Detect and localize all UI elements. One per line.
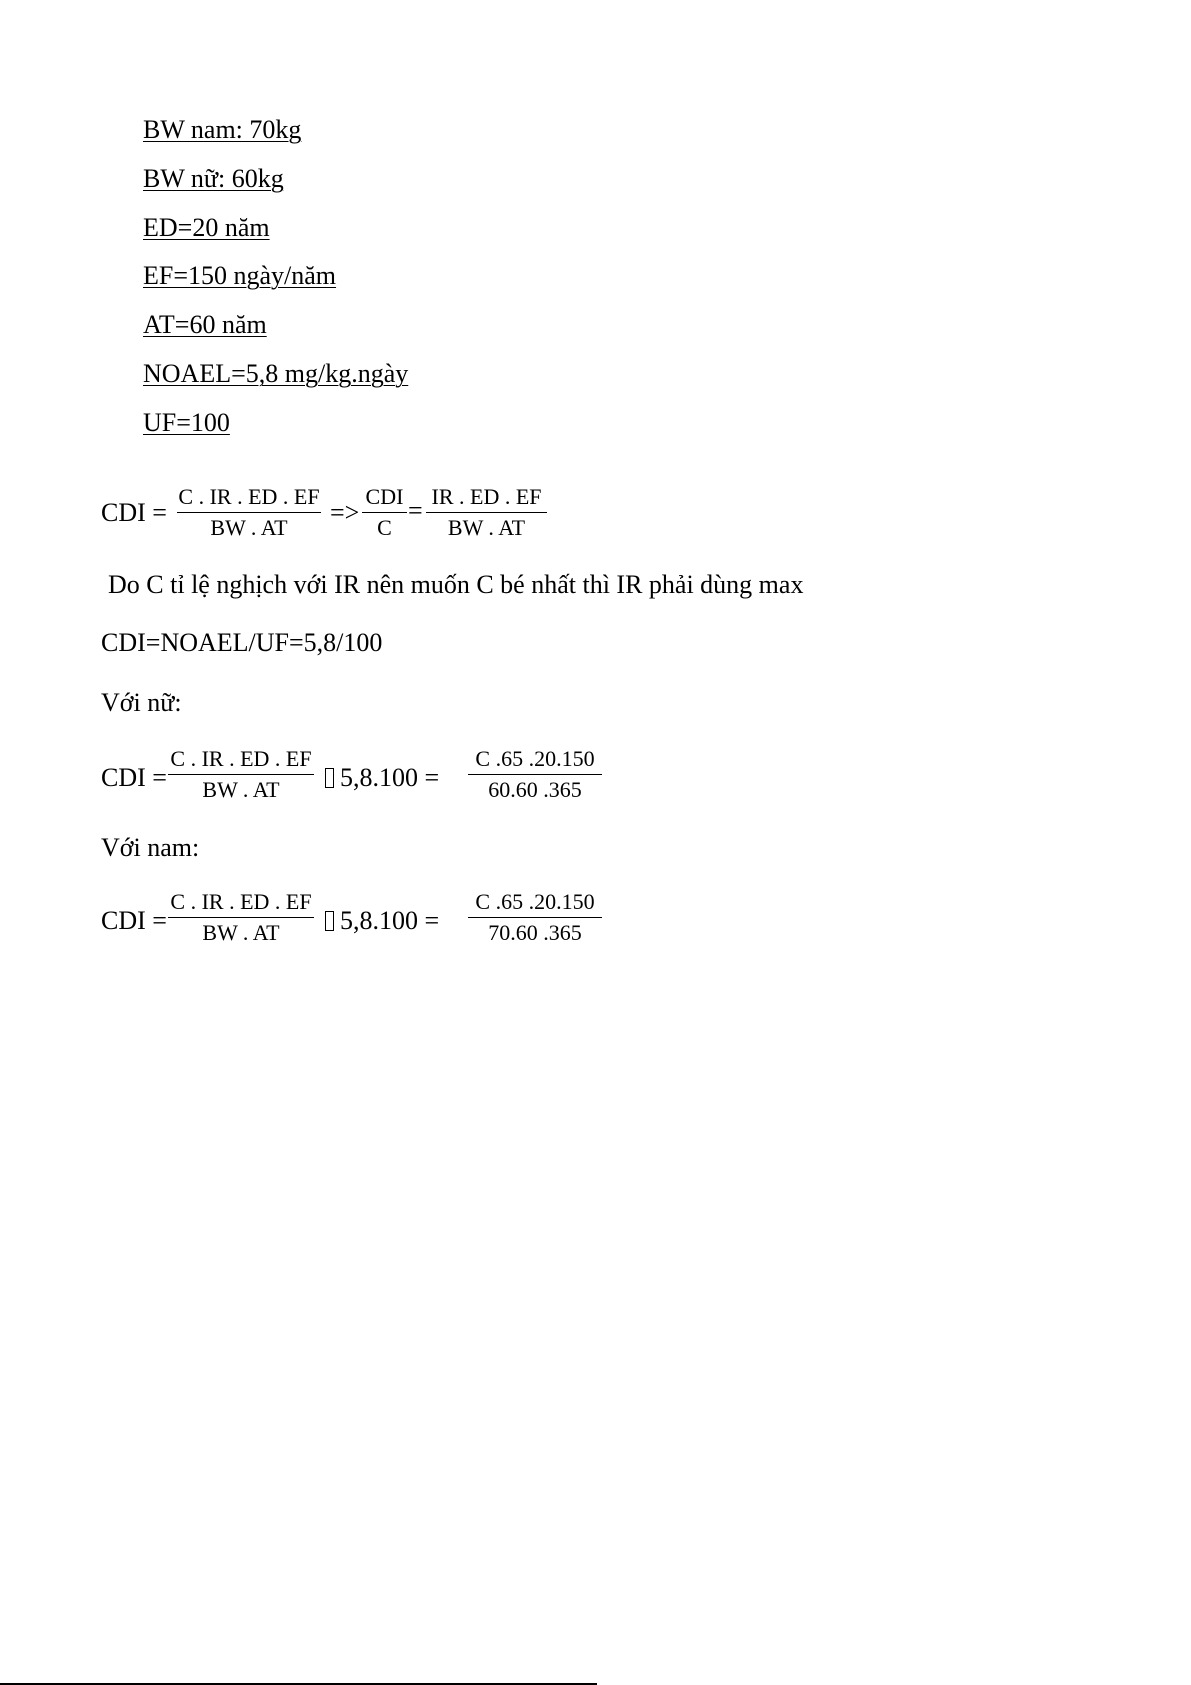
note-paragraph: Do C tỉ lệ nghịch với IR nên muốn C bé nhất thì IR phải dùng max bbox=[108, 570, 804, 599]
fraction-denominator: 70.60 .365 bbox=[488, 920, 582, 945]
fraction-denominator: 60.60 .365 bbox=[488, 777, 582, 802]
fraction-numerator: CDI bbox=[365, 484, 404, 509]
fraction-bar bbox=[168, 917, 314, 918]
male-middle-text: 5,8.100 = bbox=[340, 906, 440, 935]
female-middle bbox=[325, 763, 439, 793]
fraction-denominator: BW . AT bbox=[447, 515, 526, 540]
missing-glyph-icon bbox=[325, 768, 334, 788]
param-bw-male: BW nam: 70kg bbox=[143, 115, 302, 144]
fraction-denominator: BW . AT bbox=[202, 777, 280, 802]
param-noael: NOAEL=5,8 mg/kg.ngày bbox=[143, 359, 409, 388]
female-heading: Với nữ: bbox=[101, 688, 182, 717]
fraction-numerator: C . IR . ED . EF bbox=[178, 484, 320, 509]
param-uf: UF=100 bbox=[143, 408, 230, 437]
fraction-bar bbox=[426, 512, 547, 513]
female-middle-text: 5,8.100 = bbox=[340, 763, 440, 792]
fraction-bar bbox=[362, 512, 407, 513]
female-lhs: CDI = bbox=[101, 763, 167, 792]
formula1-fraction-rhs bbox=[426, 485, 547, 540]
fraction-bar bbox=[468, 774, 602, 775]
male-heading: Với nam: bbox=[101, 833, 200, 862]
fraction-denominator: C bbox=[377, 515, 392, 540]
fraction-bar bbox=[468, 917, 602, 918]
male-middle bbox=[325, 906, 439, 936]
fraction-numerator: C . IR . ED . EF bbox=[170, 889, 312, 914]
fraction-numerator: IR . ED . EF bbox=[431, 484, 542, 509]
fraction-bar bbox=[168, 774, 314, 775]
formula1-fraction-main bbox=[177, 485, 321, 540]
formula1-equals: = bbox=[408, 496, 423, 525]
param-at: AT=60 năm bbox=[143, 310, 267, 339]
cdi-definition: CDI=NOAEL/UF=5,8/100 bbox=[101, 628, 383, 657]
fraction-denominator: BW . AT bbox=[202, 920, 280, 945]
missing-glyph-icon bbox=[325, 911, 334, 931]
fraction-numerator: C .65 .20.150 bbox=[475, 889, 595, 914]
fraction-numerator: C . IR . ED . EF bbox=[170, 746, 312, 771]
param-ef: EF=150 ngày/năm bbox=[143, 261, 337, 290]
formula1-lhs: CDI = bbox=[101, 498, 167, 527]
fraction-bar bbox=[177, 512, 321, 513]
fraction-denominator: BW . AT bbox=[210, 515, 288, 540]
female-rhs-fraction bbox=[468, 747, 602, 802]
formula1-implies: => bbox=[330, 498, 360, 527]
male-rhs-fraction bbox=[468, 890, 602, 945]
formula1-fraction-cdi-over-c bbox=[362, 485, 407, 540]
male-lhs: CDI = bbox=[101, 906, 167, 935]
param-ed: ED=20 năm bbox=[143, 213, 270, 242]
param-bw-female: BW nữ: 60kg bbox=[143, 164, 284, 193]
fraction-numerator: C .65 .20.150 bbox=[475, 746, 595, 771]
female-fraction bbox=[168, 747, 314, 802]
male-fraction bbox=[168, 890, 314, 945]
